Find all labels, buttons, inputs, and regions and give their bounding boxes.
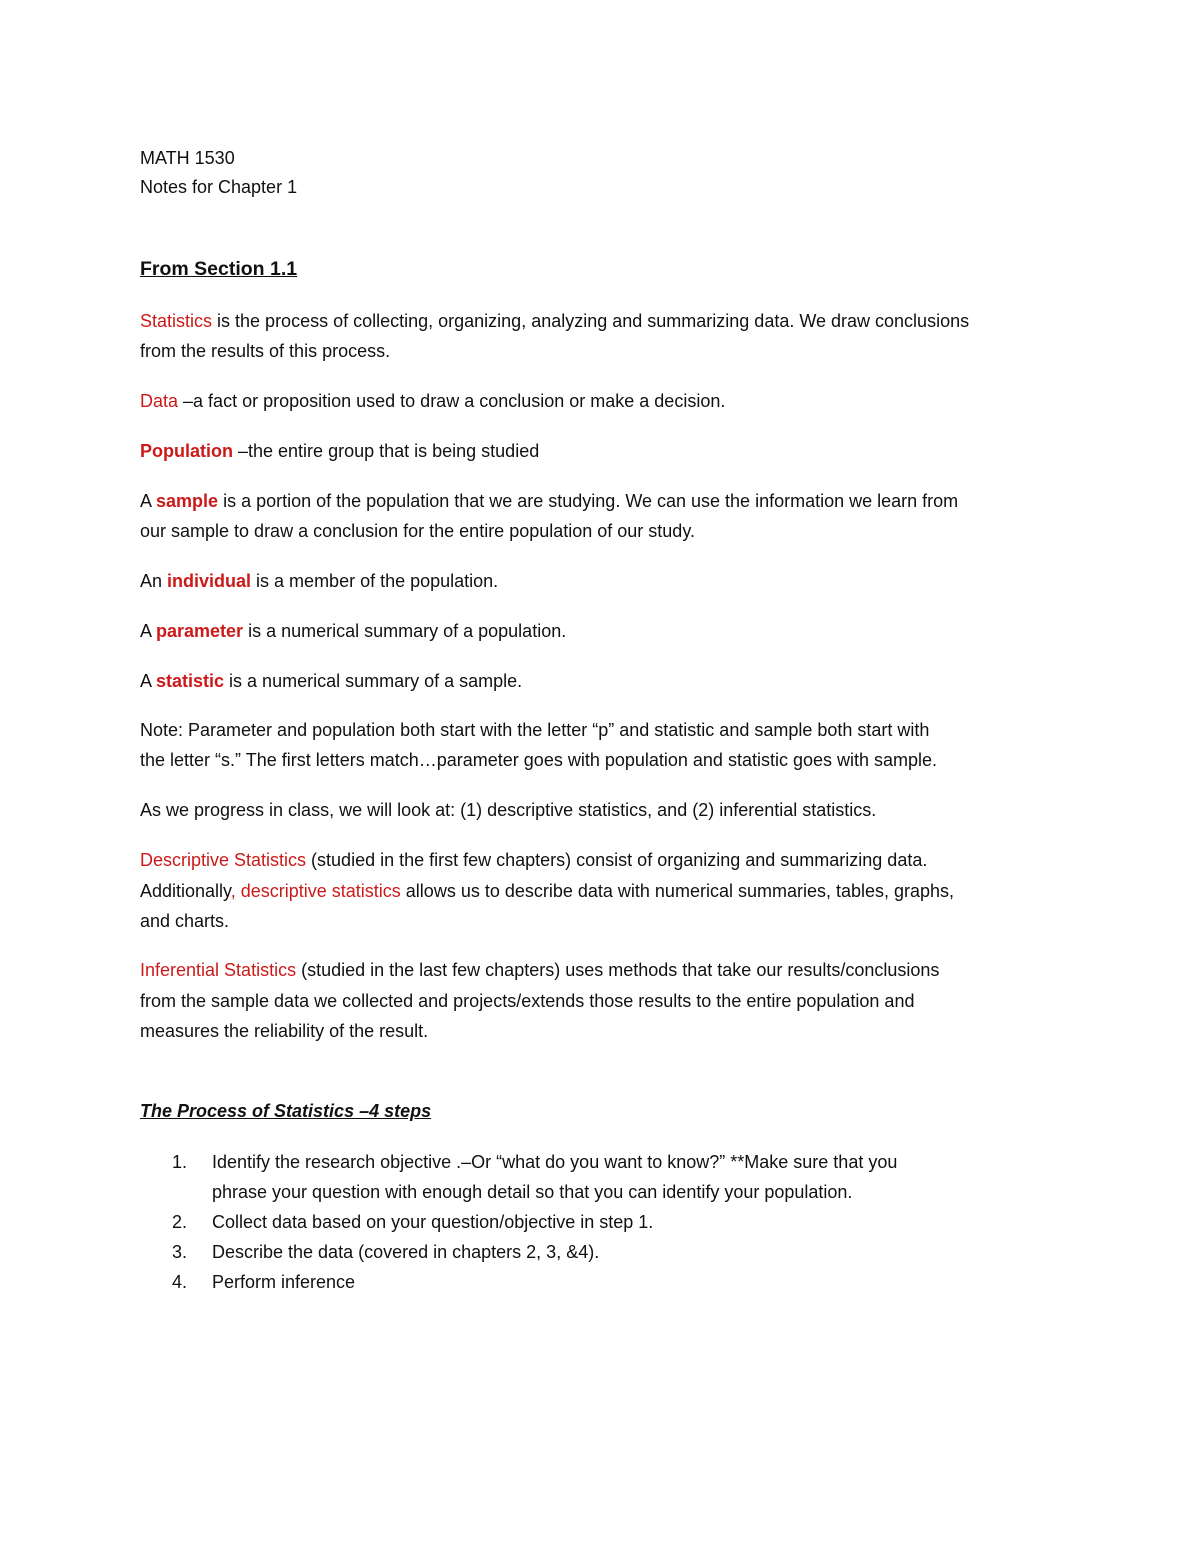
- sample-term: sample: [156, 491, 219, 511]
- inferential-line1-text: (studied in the last few chapters) uses methods that take our results/conclusions: [296, 960, 940, 980]
- individual-prefix: An: [140, 571, 168, 591]
- data-definition: [140, 390, 1060, 412]
- step-text: Describe the data (covered in chapters 2, 3, &4).: [212, 1242, 600, 1262]
- descriptive-line2-term: , descriptive statistics: [230, 881, 401, 901]
- section-heading: From Section 1.1: [140, 258, 298, 280]
- statistics-term: Statistics: [140, 311, 213, 331]
- sample-definition-line1: [140, 490, 1060, 512]
- sample-prefix: A: [140, 491, 157, 511]
- individual-definition-text: is a member of the population.: [251, 571, 499, 591]
- step-number: 2.: [172, 1212, 188, 1232]
- note-line1: Note: Parameter and population both start with the letter “p” and statistic and sample both start with: [140, 720, 930, 740]
- step-text: Identify the research objective .–Or “what do you want to know?” **Make sure that you: [212, 1152, 898, 1172]
- step-number: 3.: [172, 1242, 188, 1262]
- course-title: MATH 1530: [140, 148, 235, 168]
- descriptive-term: Descriptive Statistics: [140, 850, 307, 870]
- descriptive-line2-prefix: Additionally: [140, 881, 231, 901]
- process-heading: The Process of Statistics –4 steps: [140, 1101, 432, 1121]
- descriptive-line1-text: (studied in the first few chapters) consist of organizing and summarizing data.: [306, 850, 928, 870]
- population-definition-text: –the entire group that is being studied: [233, 441, 540, 461]
- population-term: Population: [140, 441, 233, 461]
- individual-term: individual: [167, 571, 252, 591]
- descriptive-line1: [140, 849, 1060, 871]
- step-number: 1.: [172, 1152, 188, 1172]
- descriptive-line2-text: allows us to describe data with numerical summaries, tables, graphs,: [400, 881, 955, 901]
- population-definition: [140, 440, 1060, 462]
- data-term: Data: [140, 391, 179, 411]
- sample-definition-text: is a portion of the population that we are studying. We can use the information we learn from: [218, 491, 959, 511]
- individual-definition: [140, 570, 1060, 592]
- inferential-line1: [140, 959, 1060, 981]
- descriptive-line3: and charts.: [140, 911, 230, 931]
- inferential-term: Inferential Statistics: [140, 960, 297, 980]
- note-line2: the letter “s.” The first letters match…parameter goes with population and statistic goes with sample.: [140, 750, 938, 770]
- parameter-prefix: A: [140, 621, 157, 641]
- statistic-prefix: A: [140, 671, 157, 691]
- step-text-continued: phrase your question with enough detail so that you can identify your population.: [212, 1182, 853, 1202]
- chapter-subtitle: Notes for Chapter 1: [140, 177, 298, 197]
- sample-definition-line2: our sample to draw a conclusion for the entire population of our study.: [140, 521, 695, 541]
- statistics-definition-line2: from the results of this process.: [140, 341, 391, 361]
- progress-paragraph: As we progress in class, we will look at: (1) descriptive statistics, and (2) inferential statistics.: [140, 800, 877, 820]
- inferential-line3: measures the reliability of the result.: [140, 1021, 429, 1041]
- step-text: Perform inference: [212, 1272, 356, 1292]
- parameter-definition-text: is a numerical summary of a population.: [243, 621, 567, 641]
- step-number: 4.: [172, 1272, 188, 1292]
- step-text: Collect data based on your question/objective in step 1.: [212, 1212, 654, 1232]
- inferential-line2: from the sample data we collected and projects/extends those results to the entire population and: [140, 991, 915, 1011]
- statistics-definition-line1: [140, 310, 1060, 332]
- statistics-definition-text: is the process of collecting, organizing, analyzing and summarizing data. We draw conclusions: [212, 311, 970, 331]
- statistic-definition-text: is a numerical summary of a sample.: [224, 671, 523, 691]
- parameter-definition: [140, 620, 1060, 642]
- parameter-term: parameter: [156, 621, 244, 641]
- data-definition-text: –a fact or proposition used to draw a conclusion or make a decision.: [178, 391, 726, 411]
- statistic-term: statistic: [156, 671, 225, 691]
- descriptive-line2: [140, 880, 1060, 902]
- statistic-definition: [140, 670, 1060, 692]
